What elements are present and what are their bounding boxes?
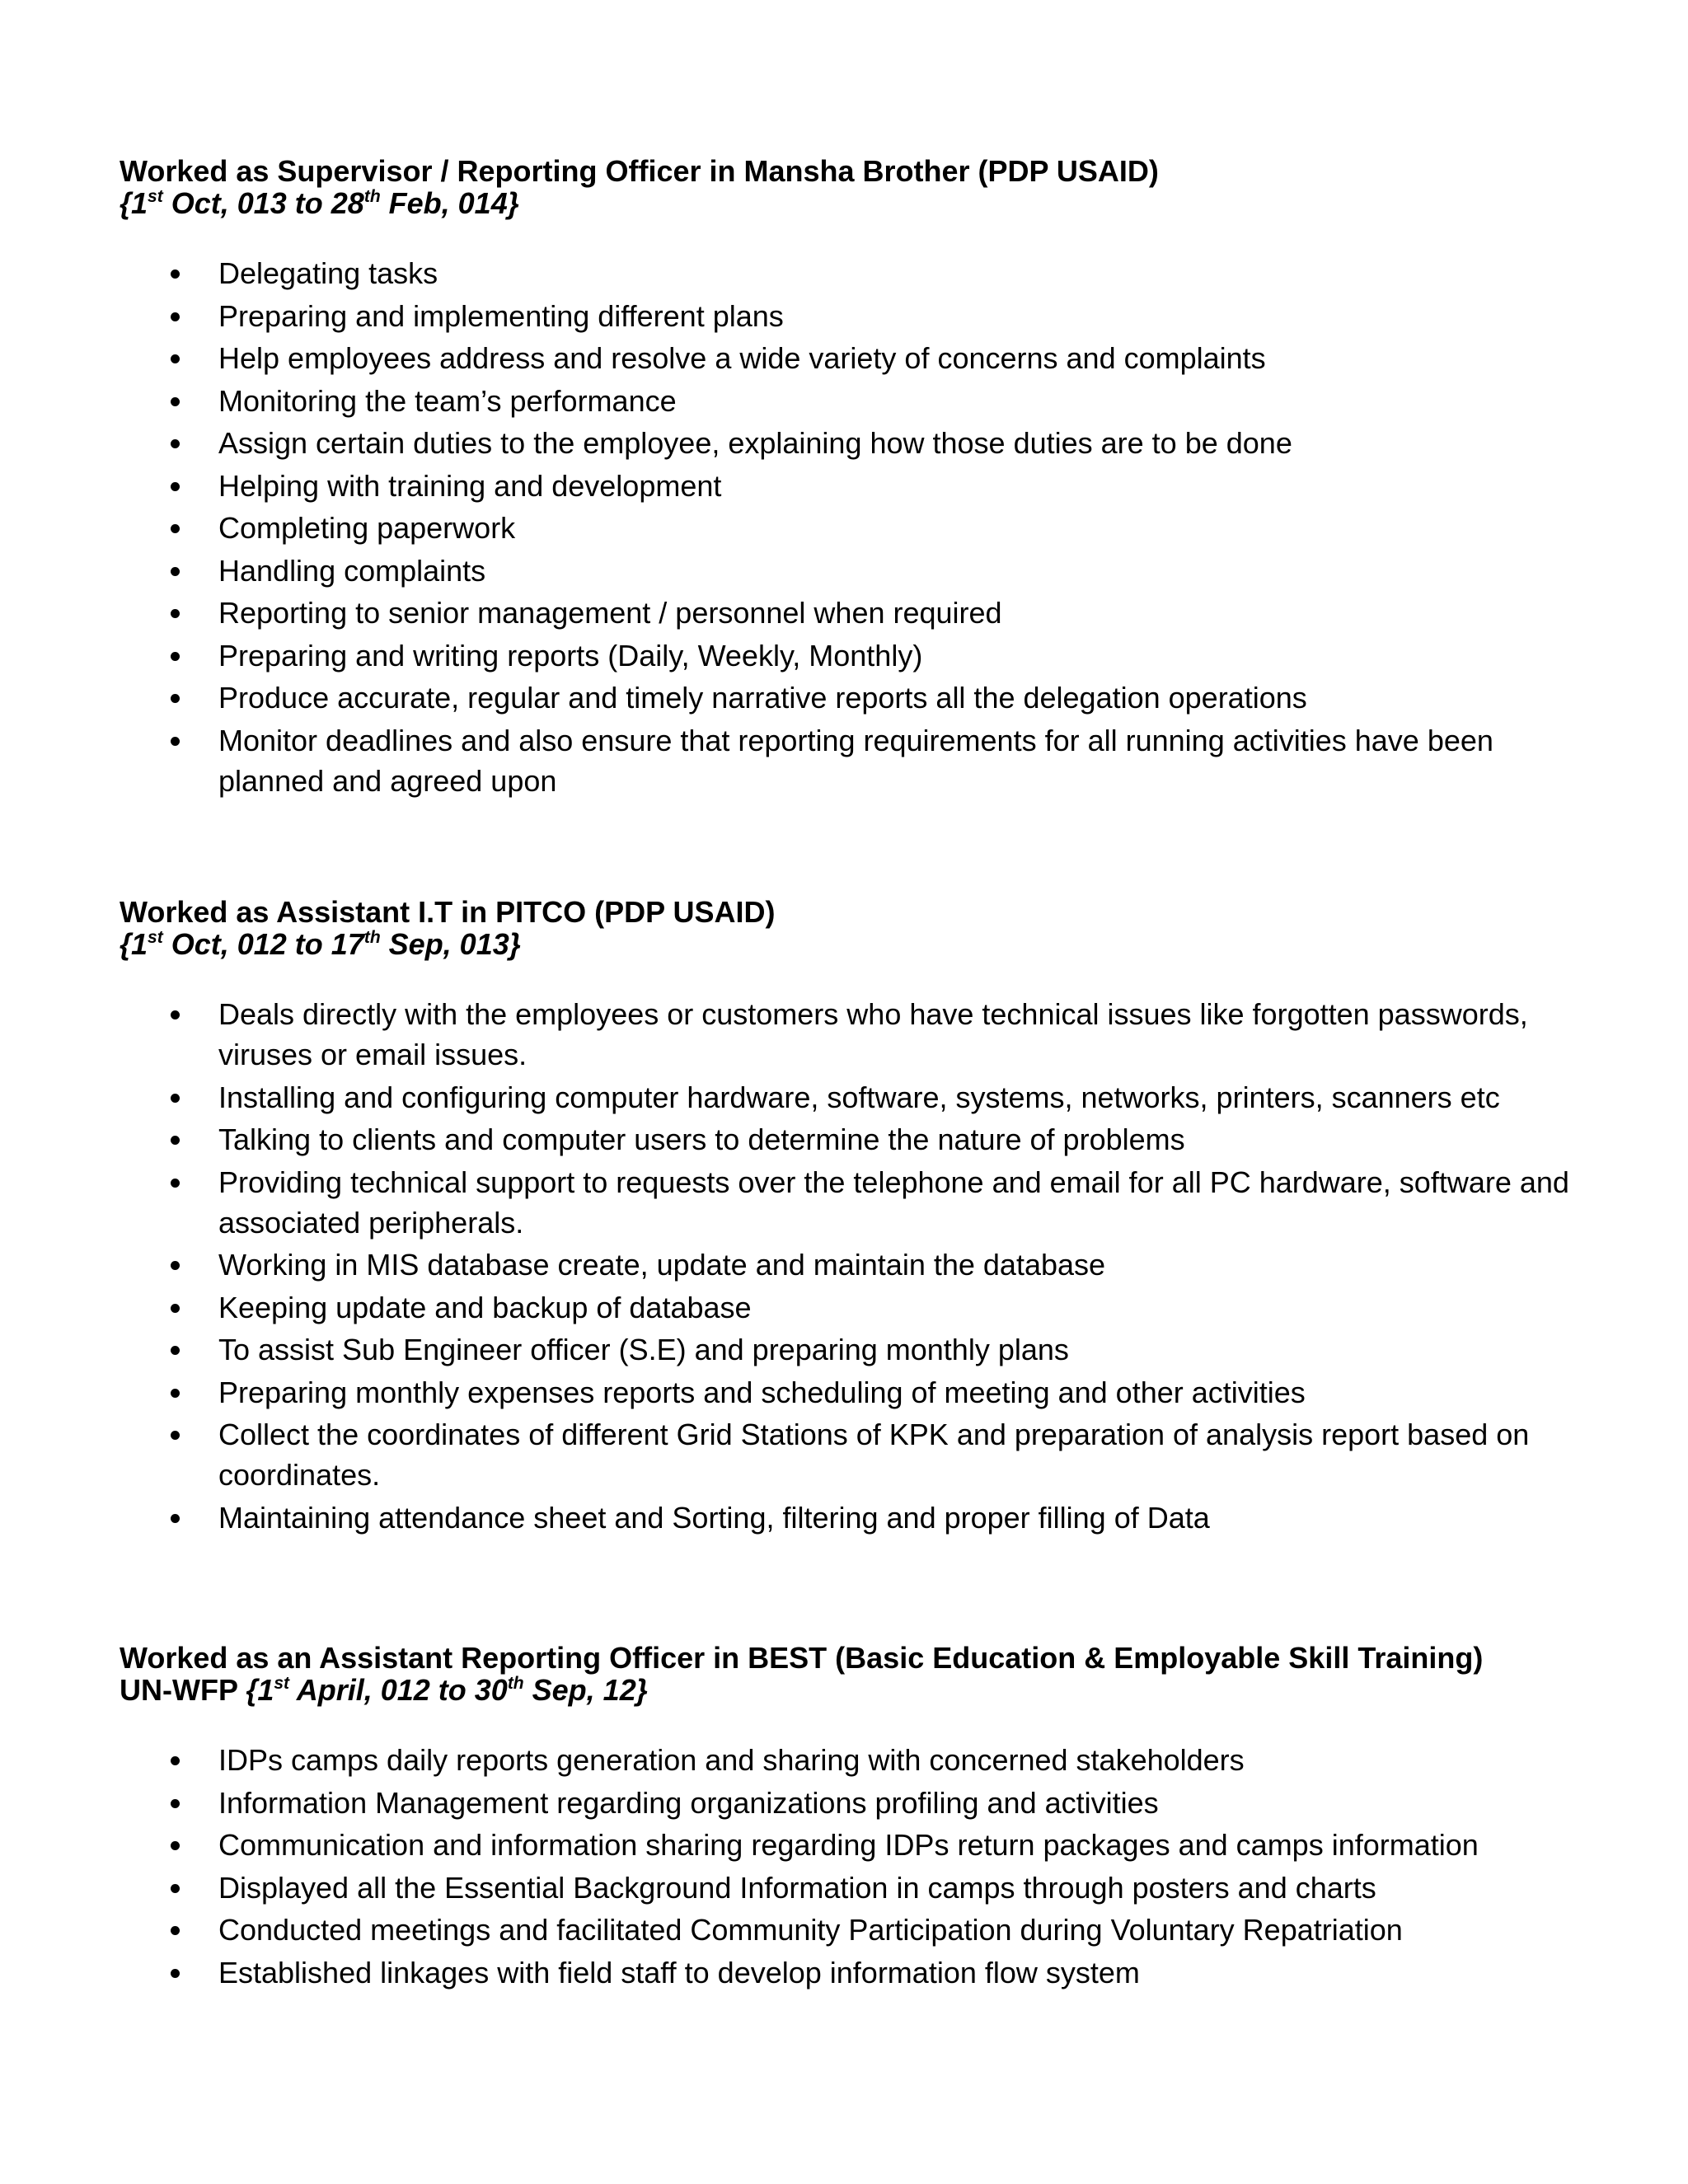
- bullet-icon: [171, 1884, 180, 1893]
- experience-section-pitco: [120, 896, 1570, 1540]
- bullet-icon: [171, 1136, 180, 1145]
- organization-prefix: UN-WFP: [120, 1673, 246, 1707]
- date-text: Sep, 12}: [523, 1673, 648, 1707]
- date-text: Feb, 014}: [380, 186, 519, 220]
- list-item: Keeping update and backup of database: [120, 1287, 1570, 1328]
- list-item: Assign certain duties to the employee, explaining how those duties are to be done: [120, 423, 1570, 463]
- list-item: Communication and information sharing regarding IDPs return packages and camps information: [120, 1825, 1570, 1865]
- date-text: {1: [120, 927, 148, 961]
- job-title: Worked as Supervisor / Reporting Officer in Mansha Brother (PDP USAID): [120, 154, 1159, 188]
- duties-list: [120, 253, 1570, 801]
- list-item: Working in MIS database create, update and maintain the database: [120, 1244, 1570, 1285]
- date-superscript: th: [363, 928, 381, 947]
- list-item: Information Management regarding organizations profiling and activities: [120, 1783, 1570, 1823]
- bullet-icon: [171, 1179, 180, 1188]
- bullet-icon: [171, 1926, 180, 1935]
- list-item: Preparing and implementing different plans: [120, 296, 1570, 336]
- bullet-icon: [171, 567, 180, 576]
- date-superscript: st: [148, 928, 163, 947]
- date-text: Sep, 013}: [380, 927, 521, 961]
- bullet-icon: [171, 1431, 180, 1440]
- bullet-icon: [171, 354, 180, 363]
- bullet-icon: [171, 1514, 180, 1523]
- job-title: Worked as Assistant I.T in PITCO (PDP USAID): [120, 895, 776, 929]
- list-item: Delegating tasks: [120, 253, 1570, 293]
- list-item: Monitor deadlines and also ensure that reporting requirements for all running activities have been planned and agreed upon: [120, 720, 1570, 801]
- list-item: Handling complaints: [120, 551, 1570, 591]
- list-item: Preparing and writing reports (Daily, Weekly, Monthly): [120, 635, 1570, 676]
- list-item: Collect the coordinates of different Grid Stations of KPK and preparation of analysis report based on coordinates.: [120, 1414, 1570, 1495]
- date-superscript: st: [148, 187, 163, 206]
- list-item: Displayed all the Essential Background Information in camps through posters and charts: [120, 1868, 1570, 1908]
- bullet-icon: [171, 1304, 180, 1313]
- list-item: Produce accurate, regular and timely narrative reports all the delegation operations: [120, 677, 1570, 718]
- date-text: {1: [120, 186, 148, 220]
- bullet-icon: [171, 1799, 180, 1808]
- job-title: Worked as an Assistant Reporting Officer in BEST (Basic Education & Employable Skill Training): [120, 1641, 1484, 1675]
- list-item: Installing and configuring computer hardware, software, systems, networks, printers, scanners etc: [120, 1077, 1570, 1118]
- list-item: Preparing monthly expenses reports and scheduling of meeting and other activities: [120, 1372, 1570, 1413]
- list-item: Deals directly with the employees or customers who have technical issues like forgotten passwords, viruses or email issues.: [120, 994, 1570, 1075]
- bullet-icon: [171, 737, 180, 746]
- bullet-icon: [171, 609, 180, 618]
- job-dates: [120, 187, 1570, 220]
- bullet-icon: [171, 1841, 180, 1850]
- experience-section-mansha-brother: [120, 155, 1570, 803]
- bullet-icon: [171, 482, 180, 491]
- bullet-icon: [171, 524, 180, 533]
- date-text: {1: [246, 1673, 274, 1707]
- bullet-icon: [171, 1346, 180, 1355]
- experience-section-best-unwfp: [120, 1642, 1570, 1994]
- date-superscript: th: [507, 1674, 524, 1693]
- date-superscript: st: [274, 1674, 290, 1693]
- list-item: Helping with training and development: [120, 466, 1570, 506]
- list-item: Maintaining attendance sheet and Sorting, filtering and proper filling of Data: [120, 1497, 1570, 1538]
- bullet-icon: [171, 1756, 180, 1765]
- bullet-icon: [171, 312, 180, 321]
- list-item: IDPs camps daily reports generation and sharing with concerned stakeholders: [120, 1740, 1570, 1780]
- bullet-icon: [171, 269, 180, 279]
- job-dates: [120, 928, 1570, 961]
- bullet-icon: [171, 1261, 180, 1270]
- list-item: Established linkages with field staff to develop information flow system: [120, 1952, 1570, 1993]
- date-superscript: th: [363, 187, 381, 206]
- duties-list: [120, 1740, 1570, 1993]
- job-dates: [120, 1674, 1570, 1707]
- list-item: Conducted meetings and facilitated Community Participation during Voluntary Repatriation: [120, 1910, 1570, 1950]
- duties-list: [120, 994, 1570, 1538]
- list-item: Reporting to senior management / personnel when required: [120, 593, 1570, 633]
- list-item: To assist Sub Engineer officer (S.E) and preparing monthly plans: [120, 1329, 1570, 1370]
- list-item: Monitoring the team’s performance: [120, 381, 1570, 421]
- list-item: Providing technical support to requests over the telephone and email for all PC hardware, software and associated peripherals.: [120, 1162, 1570, 1243]
- list-item: Talking to clients and computer users to determine the nature of problems: [120, 1119, 1570, 1160]
- list-item: Help employees address and resolve a wide variety of concerns and complaints: [120, 338, 1570, 378]
- list-item: Completing paperwork: [120, 508, 1570, 548]
- date-text: Oct, 013 to 28: [162, 186, 364, 220]
- bullet-icon: [171, 1094, 180, 1103]
- bullet-icon: [171, 1010, 180, 1019]
- bullet-icon: [171, 439, 180, 448]
- bullet-icon: [171, 1389, 180, 1398]
- date-text: April, 012 to 30: [289, 1673, 508, 1707]
- bullet-icon: [171, 652, 180, 661]
- bullet-icon: [171, 397, 180, 406]
- bullet-icon: [171, 694, 180, 703]
- date-text: Oct, 012 to 17: [162, 927, 364, 961]
- bullet-icon: [171, 1969, 180, 1978]
